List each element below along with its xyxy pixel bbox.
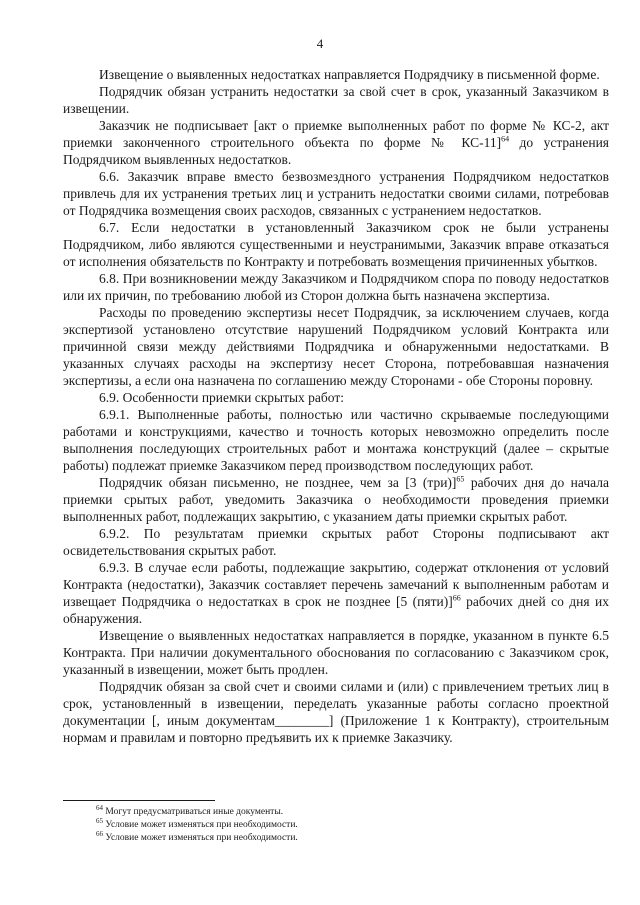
paragraph	[63, 168, 609, 219]
paragraph	[63, 559, 609, 627]
paragraph-text: 6.9.2. По результатам приемки скрытых работ Стороны подписывают акт освидетельствования скрытых работ.	[63, 526, 609, 558]
paragraph	[63, 406, 609, 474]
paragraph	[63, 525, 609, 559]
footnote-text: Условие может изменяться при необходимости.	[103, 820, 298, 830]
paragraph-text: Заказчик не подписывает [акт о приемке выполненных работ по форме № КС-2, акт приемки законченного строительного объекта по форме № КС-11]	[63, 118, 609, 150]
paragraph	[63, 474, 609, 525]
paragraph	[63, 304, 609, 389]
paragraph-text: 6.6. Заказчик вправе вместо безвозмездного устранения Подрядчиком недостатков привлечь для их устранения третьих лиц и устранить недостатки своими силами, потребовав от Подрядчика возмещения своих расходов, связанных с устранением недостатков.	[63, 169, 609, 218]
footnote	[96, 803, 576, 819]
paragraph	[63, 678, 609, 746]
paragraph	[63, 389, 609, 406]
paragraph-text: 6.8. При возникновении между Заказчиком и Подрядчиком спора по поводу недостатков или их причин, по требованию любой из Сторон должна быть назначена экспертиза.	[63, 271, 609, 303]
paragraph-text: Подрядчик обязан устранить недостатки за свой счет в срок, указанный Заказчиком в извещении.	[63, 84, 609, 116]
paragraph-text: 6.7. Если недостатки в установленный Заказчиком срок не были устранены Подрядчиком, либо являются существенными и неустранимыми, Заказчик вправе отказаться от исполнения обязательств по Контракту и потребовать возмещения причиненных убытков.	[63, 220, 609, 269]
footnotes	[96, 803, 576, 845]
footnote-ref[interactable]: 65	[456, 474, 465, 484]
paragraph	[63, 117, 609, 168]
paragraph	[63, 83, 609, 117]
paragraph	[63, 627, 609, 678]
footnote-number: 66	[96, 829, 103, 838]
footnote-text: Могут предусматриваться иные документы.	[103, 807, 284, 817]
paragraph-text: до устранения Подрядчиком выявленных недостатков.	[63, 135, 610, 167]
footnote	[96, 816, 576, 832]
paragraph-text: Подрядчик обязан за свой счет и своими силами и (или) с привлечением третьих лиц в срок, установленный в извещении, переделать указанные работы согласно проектной документации [, иным документам________] (Приложение 1 к Контракту), строительным нормам и правилам и повторно предъявить их к приемке Заказчику.	[63, 679, 609, 745]
footnote-number: 64	[96, 803, 103, 812]
footnote-number: 65	[96, 816, 103, 825]
paragraph-text: 6.9. Особенности приемки скрытых работ:	[99, 390, 345, 405]
document-body	[63, 66, 609, 746]
paragraph-text: Подрядчик обязан письменно, не позднее, чем за [3 (три)]	[99, 475, 457, 490]
page-number: 4	[316, 36, 324, 51]
paragraph	[63, 219, 609, 270]
paragraph-text: 6.9.1. Выполненные работы, полностью или частично скрываемые последующими работами и конструкциями, качество и точность которых невозможно определить после выполнения последующих строительных работ и монтажа конструкций (далее – скрытые работы) подлежат приемке Заказчиком перед производством последующих работ.	[63, 407, 609, 473]
footnote-ref[interactable]: 66	[452, 593, 461, 603]
paragraph-text: 6.9.3. В случае если работы, подлежащие закрытию, содержат отклонения от условий Контракта (недостатки), Заказчик составляет перечень замечаний к выполненным работам и извещает Подрядчика о недостатках в срок не позднее [5 (пяти)]	[63, 560, 609, 609]
footnote-text: Условие может изменяться при необходимости.	[103, 833, 298, 843]
paragraph-text: рабочих дней со дня их обнаружения.	[63, 594, 609, 626]
paragraph-text: Расходы по проведению экспертизы несет Подрядчик, за исключением случаев, когда экспертизой установлено отсутствие нарушений Подрядчиком условий Контракта или причинной связи между действиями Подрядчика и обнаруженными недостатками. В указанных случаях расходы на экспертизу несет Сторона, потребовавшая назначения экспертизы, а если она назначена по соглашению между Сторонами - обе Стороны поровну.	[63, 305, 609, 388]
paragraph-text: Извещение о выявленных недостатках направляется в порядке, указанном в пункте 6.5 Контракта. При наличии документального обоснования по согласованию с Заказчиком срок, указанный в извещении, может быть продлен.	[63, 628, 609, 677]
paragraph	[63, 66, 609, 83]
footnote-ref[interactable]: 64	[501, 134, 510, 144]
footnote-divider	[63, 800, 215, 801]
footnote	[96, 829, 576, 845]
paragraph	[63, 270, 609, 304]
paragraph-text: Извещение о выявленных недостатках направляется Подрядчику в письменной форме.	[99, 67, 600, 82]
paragraph-text: рабочих дня до начала приемки срытых работ, уведомить Заказчика о необходимости проведения приемки выполненных работ, подлежащих закрытию, с указанием даты приемки скрытых работ.	[63, 475, 609, 524]
